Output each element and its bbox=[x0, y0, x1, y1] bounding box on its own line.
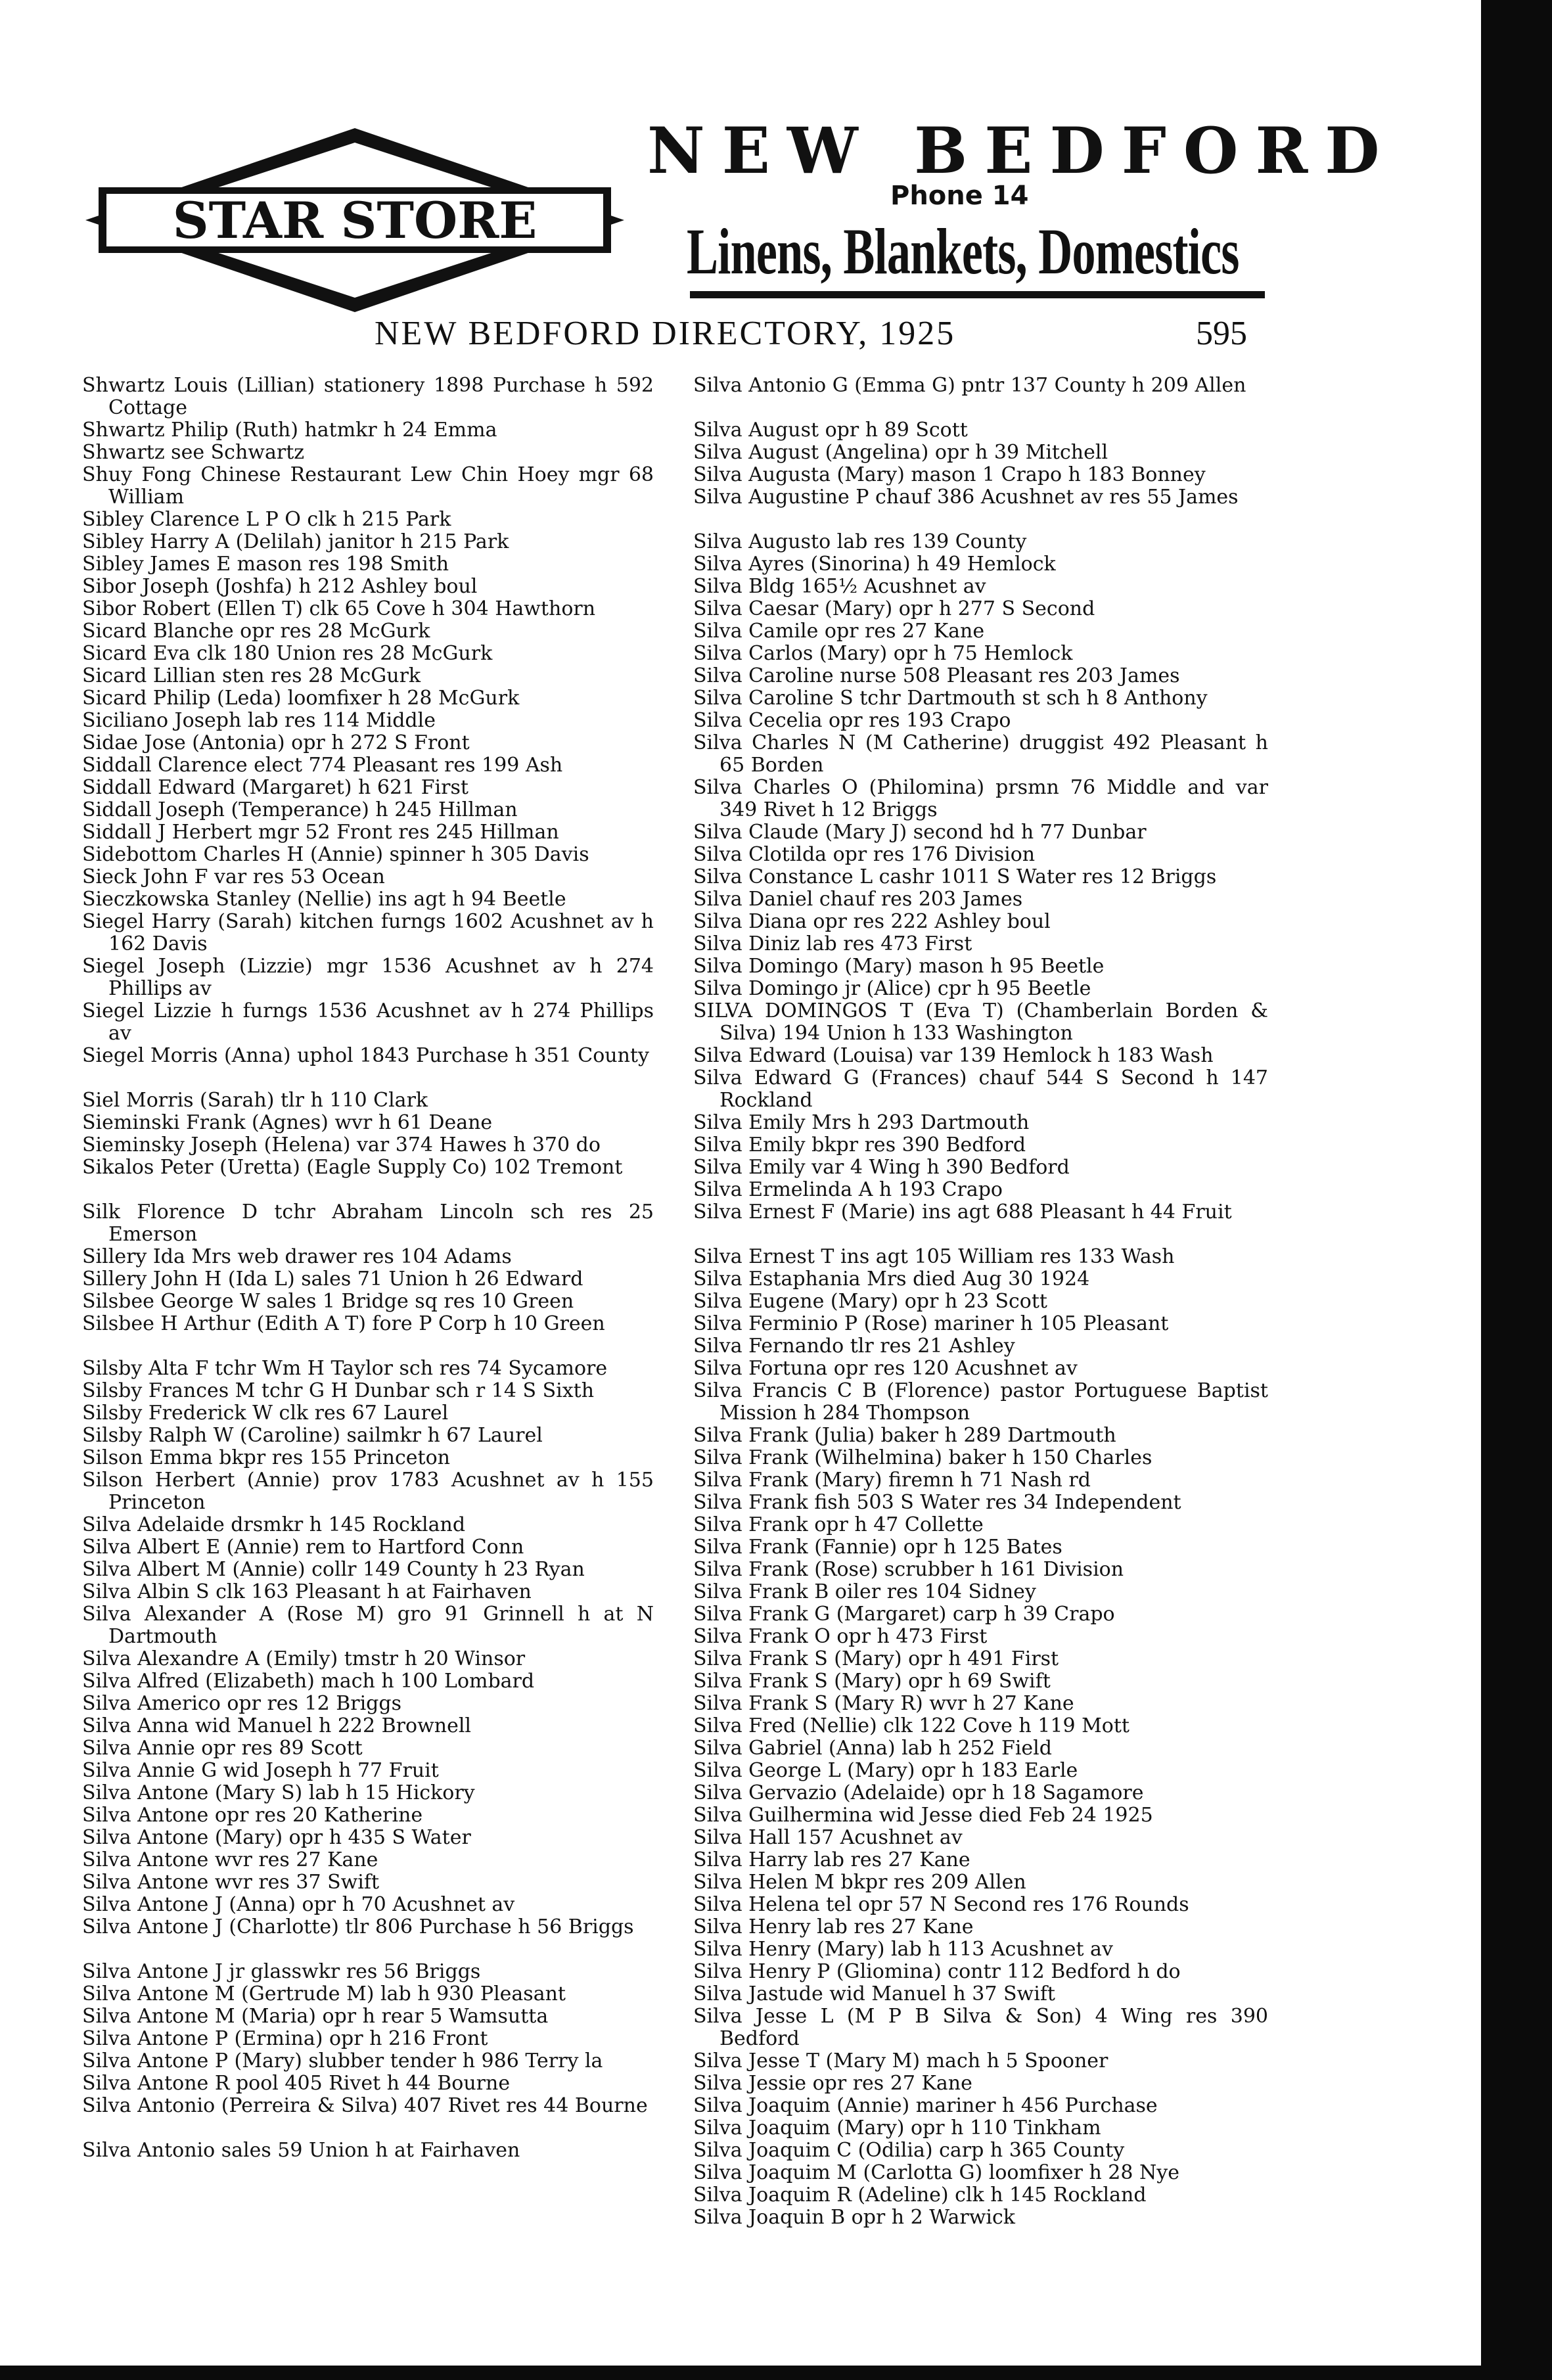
directory-entry: Sillery Ida Mrs web drawer res 104 Adams bbox=[82, 1246, 512, 1268]
directory-entry: Silva Antone J jr glasswkr res 56 Briggs bbox=[82, 1961, 481, 1983]
directory-entry: Silva Caroline S tchr Dartmouth st sch h 8 Anthony bbox=[693, 687, 1208, 710]
directory-entry: Silva Frank (Mary) firemn h 71 Nash rd bbox=[693, 1469, 1091, 1492]
directory-entry: Silva Fortuna opr res 120 Acushnet av bbox=[693, 1358, 1078, 1380]
directory-column-left bbox=[82, 375, 654, 2162]
directory-entry: Silva Henry lab res 27 Kane bbox=[693, 1916, 974, 1938]
directory-entry: Siddall Joseph (Temperance) h 245 Hillman bbox=[82, 799, 518, 821]
directory-entry: Silva Ferminio P (Rose) mariner h 105 Pleasant bbox=[693, 1313, 1169, 1335]
directory-entry: Silva Caroline nurse 508 Pleasant res 203 James bbox=[693, 665, 1180, 687]
directory-entry: Siegel Morris (Anna) uphol 1843 Purchase h 351 County bbox=[82, 1045, 649, 1067]
directory-entry: Silva Antone R pool 405 Rivet h 44 Bourne bbox=[82, 2072, 511, 2095]
directory-entry: Silva Anna wid Manuel h 222 Brownell bbox=[82, 1715, 472, 1737]
directory-entry: Sibor Robert (Ellen T) clk 65 Cove h 304 Hawthorn bbox=[82, 598, 596, 620]
directory-entry: Silva Frank (Julia) baker h 289 Dartmouth bbox=[693, 1425, 1116, 1447]
directory-entry: Silk Florence D tchr Abraham Lincoln sch res 25 Emerson bbox=[82, 1201, 654, 1246]
directory-entry: Silva Joaquim (Mary) opr h 110 Tinkham bbox=[693, 2117, 1101, 2140]
directory-entry: Shwartz Philip (Ruth) hatmkr h 24 Emma bbox=[82, 419, 497, 442]
directory-entry: Sillery John H (Ida L) sales 71 Union h 26 Edward bbox=[82, 1268, 583, 1291]
directory-entry: Silva Antone (Mary S) lab h 15 Hickory bbox=[82, 1782, 475, 1804]
directory-entry: Silva Adelaide drsmkr h 145 Rockland bbox=[82, 1514, 466, 1536]
directory-entry: Siel Morris (Sarah) tlr h 110 Clark bbox=[82, 1089, 428, 1112]
directory-entry: Silva Jesse T (Mary M) mach h 5 Spooner bbox=[693, 2050, 1108, 2072]
directory-entry: Siegel Lizzie h furngs 1536 Acushnet av h 274 Phillips av bbox=[82, 1000, 654, 1045]
directory-entry: Silva Antone M (Gertrude M) lab h 930 Pleasant bbox=[82, 1983, 566, 2005]
directory-entry: Silva Albert E (Annie) rem to Hartford Conn bbox=[82, 1536, 524, 1559]
directory-entry: Siciliano Joseph lab res 114 Middle bbox=[82, 710, 436, 732]
directory-entry: Silva Charles O (Philomina) prsmn 76 Middle and var 349 Rivet h 12 Briggs bbox=[693, 777, 1268, 821]
directory-entry: Silva Guilhermina wid Jesse died Feb 24 1925 bbox=[693, 1804, 1153, 1827]
directory-entry: Silva Domingo jr (Alice) cpr h 95 Beetle bbox=[693, 978, 1091, 1000]
running-head: NEW BEDFORD DIRECTORY, 1925 bbox=[375, 315, 956, 352]
directory-entry: Silva August (Angelina) opr h 39 Mitchell bbox=[693, 442, 1108, 464]
directory-entry: Silva Edward G (Frances) chauf 544 S Second h 147 Rockland bbox=[693, 1067, 1268, 1112]
directory-entry: Silson Herbert (Annie) prov 1783 Acushnet av h 155 Princeton bbox=[82, 1469, 654, 1514]
directory-entry: Silva Charles N (M Catherine) druggist 492 Pleasant h 65 Borden bbox=[693, 732, 1268, 777]
directory-entry: Silva Emily var 4 Wing h 390 Bedford bbox=[693, 1156, 1070, 1179]
directory-entry: Silva Jesse L (M P B Silva & Son) 4 Wing res 390 Bedford bbox=[693, 2005, 1268, 2050]
directory-entry: Silva Gabriel (Anna) lab h 252 Field bbox=[693, 1737, 1052, 1760]
directory-entry: Shuy Fong Chinese Restaurant Lew Chin Hoey mgr 68 William bbox=[82, 464, 654, 509]
directory-entry: Silva Francis C B (Florence) pastor Portuguese Baptist Mission h 284 Thompson bbox=[693, 1380, 1268, 1425]
scan-edge-bottom bbox=[0, 2366, 1552, 2380]
directory-entry: Silva Joaquin B opr h 2 Warwick bbox=[693, 2207, 1015, 2229]
directory-entry: Silva Cecelia opr res 193 Crapo bbox=[693, 710, 1011, 732]
directory-entry: Silva Frank S (Mary R) wvr h 27 Kane bbox=[693, 1693, 1074, 1715]
directory-entry: Silva Annie G wid Joseph h 77 Fruit bbox=[82, 1760, 439, 1782]
directory-entry: Sieminsky Joseph (Helena) var 374 Hawes h 370 do bbox=[82, 1134, 601, 1156]
directory-entry: Siegel Harry (Sarah) kitchen furngs 1602 Acushnet av h 162 Davis bbox=[82, 911, 654, 955]
directory-entry: Silva Augustine P chauf 386 Acushnet av res 55 James bbox=[693, 486, 1239, 509]
directory-entry: SILVA DOMINGOS T (Eva T) (Chamberlain Borden & Silva) 194 Union h 133 Washington bbox=[693, 1000, 1268, 1045]
directory-entry: Sibley Clarence L P O clk h 215 Park bbox=[82, 509, 451, 531]
directory-entry: Silsbee H Arthur (Edith A T) fore P Corp h 10 Green bbox=[82, 1313, 605, 1335]
directory-entry: Silva August opr h 89 Scott bbox=[693, 419, 968, 442]
directory-entry: Silsby Frances M tchr G H Dunbar sch r 14 S Sixth bbox=[82, 1380, 595, 1402]
directory-entry: Silva Domingo (Mary) mason h 95 Beetle bbox=[693, 955, 1105, 978]
directory-entry: Silva Helen M bkpr res 209 Allen bbox=[693, 1871, 1026, 1894]
directory-entry: Silva Annie opr res 89 Scott bbox=[82, 1737, 363, 1760]
directory-entry: Sicard Blanche opr res 28 McGurk bbox=[82, 620, 430, 643]
directory-entry: Silva Caesar (Mary) opr h 277 S Second bbox=[693, 598, 1095, 620]
directory-entry: Silva Hall 157 Acushnet av bbox=[693, 1827, 963, 1849]
directory-entry: Silsby Alta F tchr Wm H Taylor sch res 74 Sycamore bbox=[82, 1358, 608, 1380]
directory-entry: Silva Carlos (Mary) opr h 75 Hemlock bbox=[693, 643, 1073, 665]
directory-entry: Silva Antone J (Charlotte) tlr 806 Purchase h 56 Briggs bbox=[82, 1916, 634, 1938]
directory-entry: Siddall J Herbert mgr 52 Front res 245 Hillman bbox=[82, 821, 559, 844]
directory-entry: Silva Augusto lab res 139 County bbox=[693, 531, 1027, 553]
directory-entry: Silva Henry P (Gliomina) contr 112 Bedford h do bbox=[693, 1961, 1181, 1983]
directory-entry: Silva Albin S clk 163 Pleasant h at Fairhaven bbox=[82, 1581, 532, 1603]
directory-entry: Shwartz see Schwartz bbox=[82, 442, 305, 464]
directory-entry: Silva Emily Mrs h 293 Dartmouth bbox=[693, 1112, 1030, 1134]
directory-entry: Siddall Clarence elect 774 Pleasant res 199 Ash bbox=[82, 754, 563, 777]
directory-entry: Silva Antone wvr res 27 Kane bbox=[82, 1849, 378, 1871]
directory-entry: Silva Frank B oiler res 104 Sidney bbox=[693, 1581, 1036, 1603]
directory-entry: Silva Clotilda opr res 176 Division bbox=[693, 844, 1036, 866]
scan-edge-right bbox=[1481, 0, 1552, 2380]
directory-entry: Silva Camile opr res 27 Kane bbox=[693, 620, 985, 643]
directory-entry: Sibley James E mason res 198 Smith bbox=[82, 553, 449, 576]
directory-entry: Silva Daniel chauf res 203 James bbox=[693, 888, 1023, 911]
directory-entry: Silva Albert M (Annie) collr 149 County h 23 Ryan bbox=[82, 1559, 585, 1581]
directory-entry: Sidebottom Charles H (Annie) spinner h 305 Davis bbox=[82, 844, 589, 866]
directory-entry: Silva Antone (Mary) opr h 435 S Water bbox=[82, 1827, 471, 1849]
directory-entry: Silva Antonio sales 59 Union h at Fairhaven bbox=[82, 2140, 520, 2162]
directory-entry: Silson Emma bkpr res 155 Princeton bbox=[82, 1447, 450, 1469]
directory-entry: Silva Diniz lab res 473 First bbox=[693, 933, 972, 955]
directory-entry: Silva George L (Mary) opr h 183 Earle bbox=[693, 1760, 1078, 1782]
directory-entry: Sibor Joseph (Joshfa) h 212 Ashley boul bbox=[82, 576, 478, 598]
directory-entry: Silva Antone J (Anna) opr h 70 Acushnet av bbox=[82, 1894, 515, 1916]
directory-entry: Silva Henry (Mary) lab h 113 Acushnet av bbox=[693, 1938, 1113, 1961]
directory-entry: Silva Claude (Mary J) second hd h 77 Dunbar bbox=[693, 821, 1147, 844]
directory-entry: Silva Ayres (Sinorina) h 49 Hemlock bbox=[693, 553, 1056, 576]
directory-entry: Silva Frank fish 503 S Water res 34 Independent bbox=[693, 1492, 1181, 1514]
directory-entry: Silva Jessie opr res 27 Kane bbox=[693, 2072, 972, 2095]
directory-entry: Silva Frank (Wilhelmina) baker h 150 Charles bbox=[693, 1447, 1153, 1469]
directory-entry: Siddall Edward (Margaret) h 621 First bbox=[82, 777, 468, 799]
directory-entry: Silva Frank G (Margaret) carp h 39 Crapo bbox=[693, 1603, 1115, 1626]
directory-entry: Silva Gervazio (Adelaide) opr h 18 Sagamore bbox=[693, 1782, 1144, 1804]
directory-entry: Silva Ernest T ins agt 105 William res 133 Wash bbox=[693, 1246, 1175, 1268]
directory-entry: Sieck John F var res 53 Ocean bbox=[82, 866, 385, 888]
directory-entry: Silva Antone M (Maria) opr h rear 5 Wamsutta bbox=[82, 2005, 549, 2028]
directory-entry: Silva Alfred (Elizabeth) mach h 100 Lombard bbox=[82, 1670, 535, 1693]
directory-entry: Siegel Joseph (Lizzie) mgr 1536 Acushnet av h 274 Phillips av bbox=[82, 955, 654, 1000]
directory-entry: Silva Antonio (Perreira & Silva) 407 Rivet res 44 Bourne bbox=[82, 2095, 648, 2117]
directory-entry: Silva Fred (Nellie) clk 122 Cove h 119 Mott bbox=[693, 1715, 1130, 1737]
store-city: NEW BEDFORD bbox=[647, 114, 1397, 188]
directory-entry: Silva Americo opr res 12 Briggs bbox=[82, 1693, 401, 1715]
directory-entry: Silva Alexander A (Rose M) gro 91 Grinnell h at N Dartmouth bbox=[82, 1603, 654, 1648]
directory-entry: Silva Antone opr res 20 Katherine bbox=[82, 1804, 423, 1827]
directory-entry: Sicard Philip (Leda) loomfixer h 28 McGurk bbox=[82, 687, 520, 710]
logo-text: STAR STORE bbox=[172, 191, 537, 250]
directory-entry: Silva Ermelinda A h 193 Crapo bbox=[693, 1179, 1003, 1201]
directory-entry: Silva Frank S (Mary) opr h 69 Swift bbox=[693, 1670, 1051, 1693]
directory-column-right bbox=[693, 375, 1268, 2229]
page-number: 595 bbox=[1196, 315, 1247, 352]
directory-entry: Silva Antone P (Mary) slubber tender h 986 Terry la bbox=[82, 2050, 603, 2072]
directory-entry: Silva Joaquim (Annie) mariner h 456 Purchase bbox=[693, 2095, 1158, 2117]
directory-entry: Silva Diana opr res 222 Ashley boul bbox=[693, 911, 1051, 933]
directory-entry: Silsbee George W sales 1 Bridge sq res 10 Green bbox=[82, 1291, 574, 1313]
header-rule bbox=[690, 291, 1265, 298]
directory-entry: Silva Eugene (Mary) opr h 23 Scott bbox=[693, 1291, 1047, 1313]
directory-entry: Sicard Lillian sten res 28 McGurk bbox=[82, 665, 421, 687]
directory-entry: Sibley Harry A (Delilah) janitor h 215 Park bbox=[82, 531, 509, 553]
directory-entry: Silva Jastude wid Manuel h 37 Swift bbox=[693, 1983, 1055, 2005]
directory-entry: Sikalos Peter (Uretta) (Eagle Supply Co) 102 Tremont bbox=[82, 1156, 623, 1179]
directory-entry: Sieminski Frank (Agnes) wvr h 61 Deane bbox=[82, 1112, 493, 1134]
directory-entry: Silva Joaquim R (Adeline) clk h 145 Rockland bbox=[693, 2184, 1147, 2207]
directory-entry: Silva Frank (Fannie) opr h 125 Bates bbox=[693, 1536, 1062, 1559]
directory-entry: Silva Antone wvr res 37 Swift bbox=[82, 1871, 380, 1894]
directory-entry: Silva Antone P (Ermina) opr h 216 Front bbox=[82, 2028, 488, 2050]
directory-entry: Silsby Ralph W (Caroline) sailmkr h 67 Laurel bbox=[82, 1425, 543, 1447]
directory-entry: Sidae Jose (Antonia) opr h 272 S Front bbox=[82, 732, 470, 754]
directory-entry: Sicard Eva clk 180 Union res 28 McGurk bbox=[82, 643, 493, 665]
directory-entry: Silva Constance L cashr 1011 S Water res 12 Briggs bbox=[693, 866, 1217, 888]
directory-entry: Silva Frank opr h 47 Collette bbox=[693, 1514, 984, 1536]
directory-entry: Silva Edward (Louisa) var 139 Hemlock h 183 Wash bbox=[693, 1045, 1214, 1067]
directory-entry: Sieczkowska Stanley (Nellie) ins agt h 94 Beetle bbox=[82, 888, 566, 911]
directory-entry: Silva Helena tel opr 57 N Second res 176 Rounds bbox=[693, 1894, 1189, 1916]
directory-entry: Silva Alexandre A (Emily) tmstr h 20 Winsor bbox=[82, 1648, 526, 1670]
directory-entry: Silva Emily bkpr res 390 Bedford bbox=[693, 1134, 1026, 1156]
directory-entry: Silva Antonio G (Emma G) pntr 137 County h 209 Allen bbox=[693, 375, 1246, 397]
directory-entry: Silva Joaquim C (Odilia) carp h 365 County bbox=[693, 2140, 1125, 2162]
directory-entry: Silva Harry lab res 27 Kane bbox=[693, 1849, 970, 1871]
directory-entry: Silva Augusta (Mary) mason 1 Crapo h 183 Bonney bbox=[693, 464, 1206, 486]
directory-entry: Shwartz Louis (Lillian) stationery 1898 Purchase h 592 Cottage bbox=[82, 375, 654, 419]
directory-entry: Silva Bldg 165½ Acushnet av bbox=[693, 576, 986, 598]
store-phone: Phone 14 bbox=[890, 181, 1029, 211]
store-slogan: Linens, Blankets, Domestics bbox=[687, 215, 1239, 288]
star-store-logo bbox=[79, 122, 631, 319]
directory-entry: Silva Joaquim M (Carlotta G) loomfixer h 28 Nye bbox=[693, 2162, 1179, 2184]
directory-entry: Silva Frank (Rose) scrubber h 161 Division bbox=[693, 1559, 1124, 1581]
directory-entry: Silva Fernando tlr res 21 Ashley bbox=[693, 1335, 1015, 1358]
directory-entry: Silsby Frederick W clk res 67 Laurel bbox=[82, 1402, 449, 1425]
directory-entry: Silva Estaphania Mrs died Aug 30 1924 bbox=[693, 1268, 1090, 1291]
directory-entry: Silva Ernest F (Marie) ins agt 688 Pleasant h 44 Fruit bbox=[693, 1201, 1232, 1224]
directory-entry: Silva Frank O opr h 473 First bbox=[693, 1626, 988, 1648]
directory-entry: Silva Frank S (Mary) opr h 491 First bbox=[693, 1648, 1059, 1670]
